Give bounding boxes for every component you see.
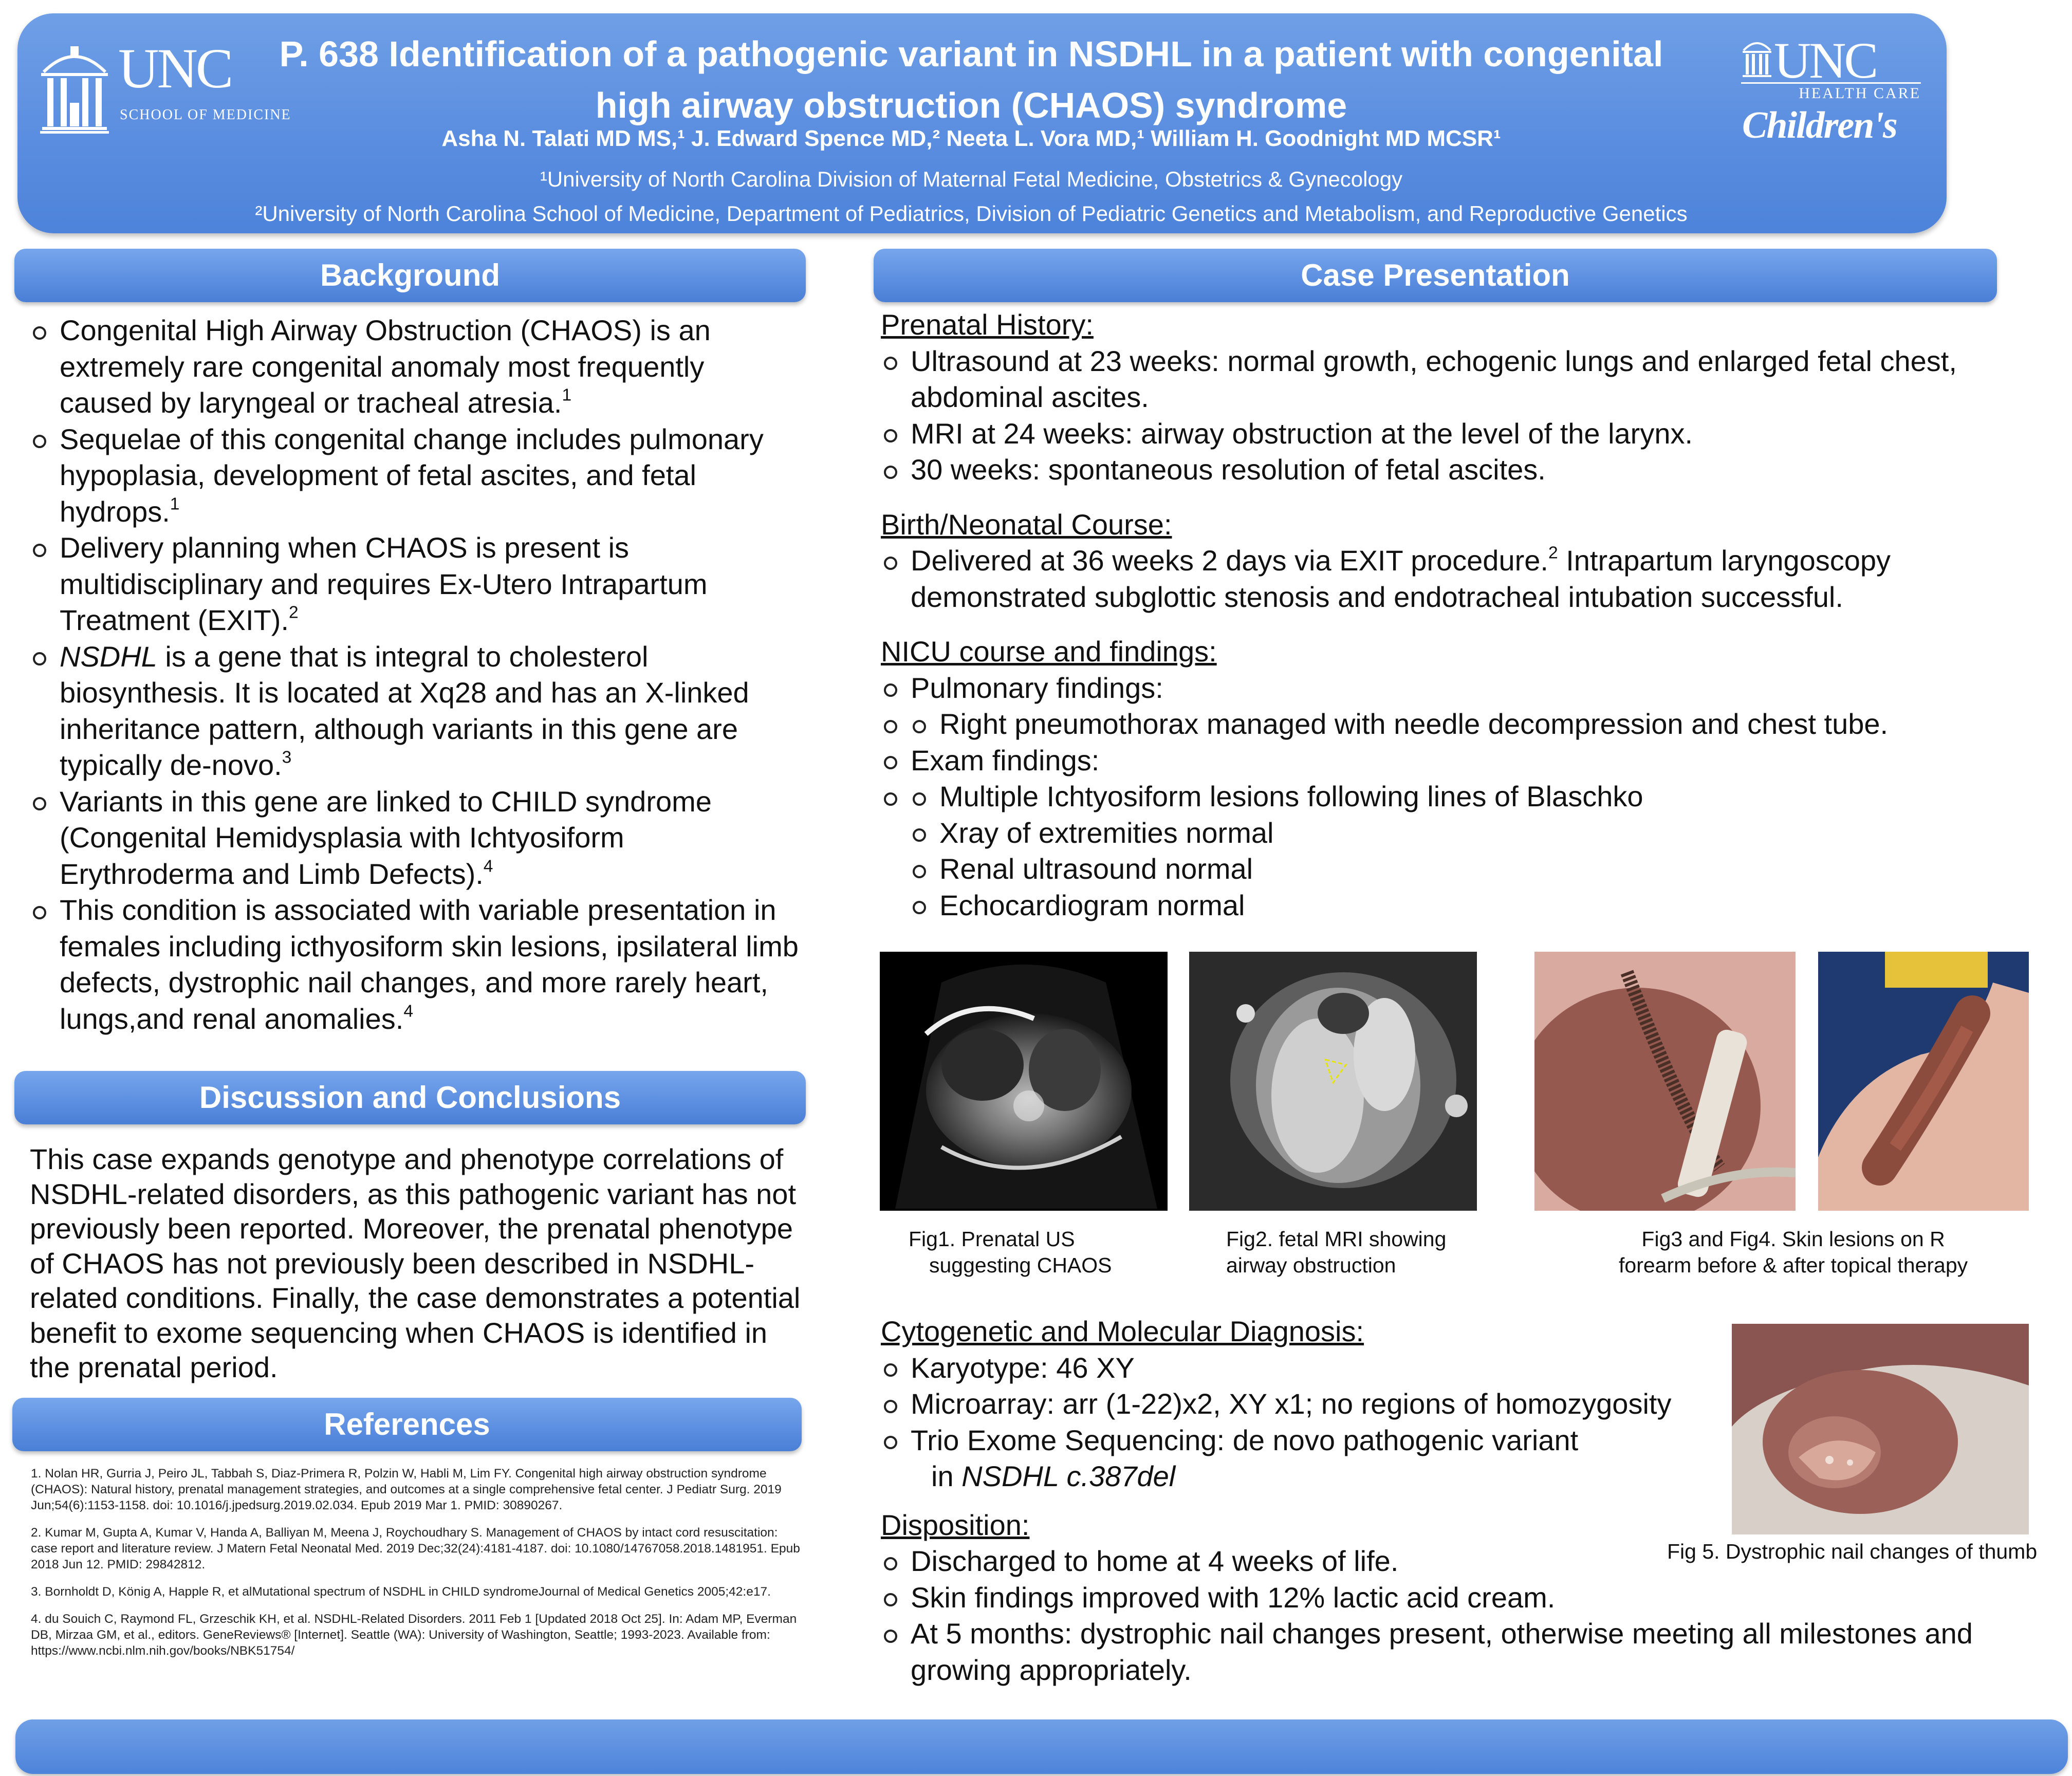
list-item: Microarray: arr (1-22)x2, XY x1; no regions of homozygosity	[881, 1386, 1724, 1422]
discussion-text: This case expands genotype and phenotype correlations of NSDHL-related disorders, as this pathogenic variant has not previously been reported. Moreover, the prenatal phenotype of CHAOS has not previously been described in NSDHL-related conditions. Finally, the case demonstrates a potential benefit to exome sequencing when CHAOS is identified in the prenatal period.	[30, 1143, 801, 1383]
case-presentation-heading: Case Presentation	[874, 249, 1997, 302]
poster-footer	[15, 1719, 2068, 1774]
reference-item: 3. Bornholdt D, König A, Happle R, et alMutational spectrum of NSDHL in CHILD syndromeJournal of Medical Genetics 2005;42:e17.	[31, 1585, 771, 1599]
cytogenetic-heading: Cytogenetic and Molecular Diagnosis:	[881, 1315, 1364, 1347]
list-item: Sequelae of this congenital change includes pulmonary hypoplasia, development of fetal ascites, and fetal hydrops.$^1$	[30, 421, 801, 530]
fig2-fetal-mri-image	[1189, 952, 1477, 1211]
skin-photo-graphic	[1818, 952, 2029, 1211]
fig2-caption: Fig2. fetal MRI showing airway obstruction	[1226, 1227, 1447, 1277]
list-item: This condition is associated with variable presentation in females including icthyosiform skin lesions, ipsilateral limb defects, dystrophic nail changes, and more rarely heart, lungs,and renal anomalies.$^4$	[30, 892, 801, 1037]
unc-health-care-childrens-logo	[1737, 31, 1922, 144]
list-item: Skin findings improved with 12% lactic acid cream.	[881, 1580, 2011, 1616]
ultrasound-graphic	[880, 952, 1168, 1211]
background-list	[30, 312, 801, 1037]
list-item: 30 weeks: spontaneous resolution of fetal ascites.	[881, 452, 2052, 488]
list-item: Pulmonary findings:	[881, 670, 2052, 707]
prenatal-list	[881, 343, 2052, 488]
fig5-thumb-nail-image	[1732, 1324, 2029, 1534]
birth-list	[881, 543, 2052, 615]
fig1-caption: Fig1. Prenatal US suggesting CHAOS	[909, 1227, 1112, 1277]
reference-item: 1. Nolan HR, Gurria J, Peiro JL, Tabbah S, Diaz-Primera R, Polzin W, Habli M, Lim FY. Congenital high airway obstruction syndrome (CHAOS): Natural history, prenatal management strategies, and outcomes at a single comprehensive fetal center. J Pediatr Surg. 2019 Jun;54(6):1153-1158. doi: 10.1016/j.jpedsurg.2019.02.034. Epub 2019 Mar 1. PMID: 30890267.	[31, 1467, 782, 1512]
mri-graphic	[1189, 952, 1477, 1211]
reference-item: 2. Kumar M, Gupta A, Kumar V, Handa A, Balliyan M, Meena J, Roychoudhary S. Management of CHAOS by intact cord resuscitation: case report and literature review. J Matern Fetal Neonatal Med. 2019 Dec;32(24):4181-4187. doi: 10.1080/14767058.2018.1481951. Epub 2018 Jun 12. PMID: 29842812.	[31, 1526, 800, 1571]
poster-title	[247, 28, 1696, 131]
discussion-heading: Discussion and Conclusions	[14, 1071, 806, 1124]
list-item: Renal ultrasound normal	[910, 851, 2052, 887]
birth-course-heading: Birth/Neonatal Course:	[881, 508, 1172, 541]
old-well-icon	[36, 36, 113, 134]
nicu-list	[881, 670, 2052, 924]
reference-item: 4. du Souich C, Raymond FL, Grzeschik KH, et al. NSDHL-Related Disorders. 2011 Feb 1 [Updated 2018 Oct 25]. In: Adam MP, Everman DB, Mirzaa GM, et al., editors. GeneReviews® [Internet]. Seattle (WA): University of Washington, Seattle; 1993-2023. Available from: https://www.ncbi.nlm.nih.gov/books/NBK51754/	[31, 1612, 797, 1658]
prenatal-history-heading: Prenatal History:	[881, 308, 1094, 341]
old-well-icon	[1741, 35, 1773, 79]
affiliation-1: ¹University of North Carolina Division of Maternal Fetal Medicine, Obstetrics & Gynecology	[540, 167, 1403, 191]
health-care-text: HEALTH CARE	[1741, 82, 1921, 102]
thumb-photo-graphic	[1732, 1324, 2029, 1534]
school-of-medicine-text: SCHOOL OF MEDICINE	[120, 107, 291, 123]
sublist	[881, 706, 2052, 743]
list-item: Xray of extremities normal	[910, 815, 2052, 852]
nicu-heading: NICU course and findings:	[881, 635, 1217, 668]
authors: Asha N. Talati MD MS,¹ J. Edward Spence MD,² Neeta L. Vora MD,¹ William H. Goodnight MD MCSR¹	[441, 126, 1501, 151]
fig4-skin-lesion-after-therapy-image	[1818, 952, 2029, 1211]
list-item: Variants in this gene are linked to CHILD syndrome (Congenital Hemidysplasia with Ichtyosiform Erythroderma and Limb Defects).$^4$	[30, 784, 801, 893]
affiliation-2: ²University of North Carolina School of Medicine, Department of Pediatrics, Division of Pediatric Genetics and Metabolism, and Reproductive Genetics	[255, 201, 1688, 226]
childrens-text: Children's	[1742, 104, 1897, 146]
list-item: Karyotype: 46 XY	[881, 1350, 1724, 1386]
list-item: Exam findings:	[881, 743, 2052, 779]
fig5-caption: Fig 5. Dystrophic nail changes of thumb	[1667, 1540, 2038, 1563]
title-line-1: P. 638 Identification of a pathogenic variant in NSDHL in a patient with congenital	[279, 34, 1663, 74]
list-item: At 5 months: dystrophic nail changes present, otherwise meeting all milestones and growing appropriately.	[881, 1616, 2011, 1688]
list-item: Delivery planning when CHAOS is present is multidisciplinary and requires Ex-Utero Intrapartum Treatment (EXIT).$^2$	[30, 530, 801, 639]
skin-photo-graphic	[1534, 952, 1796, 1211]
list-item: Delivered at 36 weeks 2 days via EXIT procedure.$^2$ Intrapartum laryngoscopy demonstrated subglottic stenosis and endotracheal intubation successful.	[881, 543, 2052, 615]
unc-wordmark: UNC	[118, 37, 232, 100]
references-heading: References	[12, 1398, 802, 1451]
list-item: NSDHL is a gene that is integral to cholesterol biosynthesis. It is located at Xq28 and has an X-linked inheritance pattern, although variants in this gene are typically de-novo.$^3$	[30, 639, 801, 784]
case-presentation-top	[881, 307, 2052, 923]
disposition-heading: Disposition:	[881, 1508, 1030, 1541]
background-heading: Background	[14, 249, 806, 302]
fig3-skin-lesion-image	[1534, 952, 1796, 1211]
list-item: Discharged to home at 4 weeks of life.	[881, 1543, 2011, 1580]
list-item: Echocardiogram normal	[910, 887, 2052, 924]
list-item: Multiple Ichtyosiform lesions following lines of Blaschko	[910, 779, 2052, 815]
cytogenetic-list	[881, 1350, 1724, 1495]
disposition-list	[881, 1543, 2011, 1688]
unc-wordmark: UNC	[1774, 32, 1877, 89]
list-item: Ultrasound at 23 weeks: normal growth, echogenic lungs and enlarged fetal chest, abdominal ascites.	[881, 343, 2052, 416]
fig3-fig4-caption: Fig3 and Fig4. Skin lesions on R forearm before & after topical therapy	[1619, 1227, 1968, 1277]
list-item: Trio Exome Sequencing: de novo pathogenic variant in NSDHL c.387del	[881, 1422, 1724, 1495]
title-line-2: high airway obstruction (CHAOS) syndrome	[595, 85, 1347, 125]
references-list	[31, 1466, 802, 1670]
sublist	[881, 779, 2052, 923]
list-item: MRI at 24 weeks: airway obstruction at the level of the larynx.	[881, 416, 2052, 452]
fig1-prenatal-ultrasound-image	[880, 952, 1168, 1211]
list-item: Congenital High Airway Obstruction (CHAOS) is an extremely rare congenital anomaly most frequently caused by laryngeal or tracheal atresia.$^1$	[30, 312, 801, 421]
list-item: Right pneumothorax managed with needle decompression and chest tube.	[910, 706, 2052, 743]
